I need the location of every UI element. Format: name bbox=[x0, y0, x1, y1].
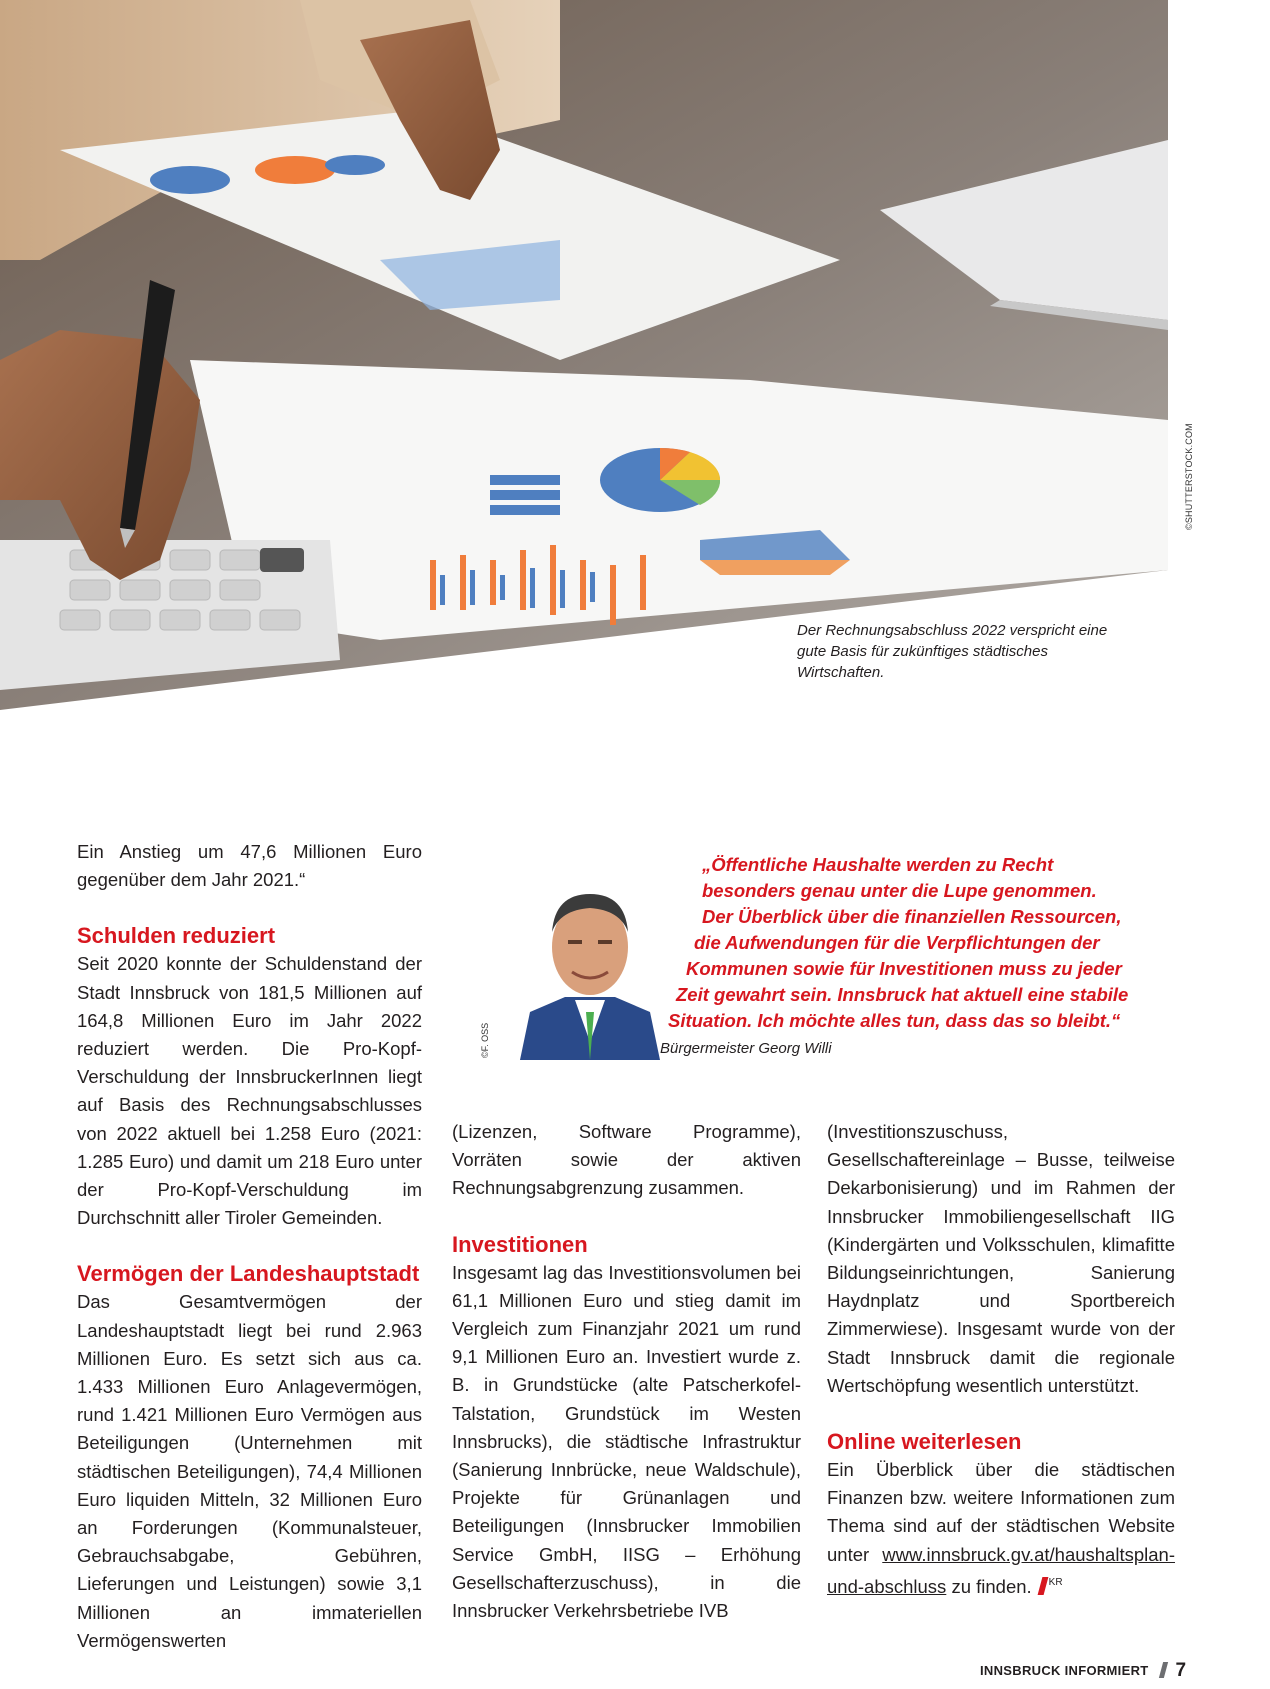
website-link[interactable]: www.innsbruck.gv.at/haushaltsplan-und-abschluss bbox=[827, 1543, 1175, 1597]
quote bbox=[660, 852, 1130, 1034]
online-text: Ein Überblick über die städtischen Finanzen bzw. weitere Informationen zum Thema sind auf der städtischen Website unter bbox=[827, 1459, 1175, 1565]
image-credit: ©SHUTTERSTOCK.COM bbox=[1184, 423, 1194, 530]
footer bbox=[980, 1660, 1186, 1682]
portrait-photo bbox=[520, 872, 660, 1060]
quote-line: die Aufwendungen für die Verpflichtungen der bbox=[694, 932, 1100, 953]
portrait-photo-icon bbox=[520, 872, 660, 1060]
end-mark-icon bbox=[1037, 1577, 1048, 1595]
author-initials: KR bbox=[1048, 1576, 1063, 1588]
hero-image bbox=[0, 0, 1270, 720]
footer-label: INNSBRUCK INFORMIERT bbox=[980, 1663, 1149, 1678]
heading-schulden: Schulden reduziert bbox=[77, 923, 276, 949]
paragraph-online bbox=[827, 1456, 1175, 1601]
quote-line: Der Überblick über die finanziellen Ressourcen, bbox=[702, 906, 1122, 927]
quote-line: Kommunen sowie für Investitionen muss zu jeder bbox=[686, 958, 1122, 979]
page-number: 7 bbox=[1175, 1660, 1187, 1681]
column-3 bbox=[827, 1118, 1175, 1601]
quote-line: Situation. Ich möchte alles tun, dass das so bleibt.“ bbox=[668, 1010, 1121, 1031]
quote-line: Zeit gewahrt sein. Innsbruck hat aktuell eine stabile bbox=[676, 984, 1129, 1005]
photo-credit: ©F. OSS bbox=[480, 1022, 490, 1058]
paragraph-investitionen: Insgesamt lag das Investitionsvolumen bei 61,1 Millionen Euro und stieg damit im Vergleich zum Finanzjahr 2021 um rund 9,1 Millionen Euro an. Investiert wurde z. B. in Grundstücke (alte Patscherkofel-Talstation, Grundstück im Westen Innsbrucks), die städtische Infrastruktur (Sanierung Innbrücke, neue Waldschule), Projekte für Grünanlagen und Beteiligungen (Innsbrucker Immobilien Service GmbH, IISG – Erhöhung Gesellschafterzuschuss), in die Innsbrucker Verkehrsbetriebe IVB bbox=[452, 1261, 801, 1622]
quote-line: „Öffentliche Haushalte werden zu Recht bbox=[702, 854, 1054, 875]
heading-vermoegen: Vermögen der Landeshauptstadt bbox=[77, 1261, 420, 1287]
heading-investitionen: Investitionen bbox=[452, 1231, 588, 1257]
intro-text: Ein Anstieg um 47,6 Millionen Euro gegenüber dem Jahr 2021.“ bbox=[77, 841, 422, 891]
finance-charts-photo-icon bbox=[0, 0, 1270, 720]
heading-online: Online weiterlesen bbox=[827, 1429, 1022, 1455]
online-text-end: zu finden. bbox=[951, 1575, 1032, 1597]
column-1 bbox=[77, 838, 422, 1655]
image-caption: Der Rechnungsabschluss 2022 verspricht eine gute Basis für zukünftiges städtisches Wirtschaften. bbox=[797, 622, 1108, 681]
quote-line: besonders genau unter die Lupe genommen. bbox=[702, 880, 1097, 901]
paragraph-vermoegen: Das Gesamtvermögen der Landeshauptstadt liegt bei rund 2.963 Millionen Euro. Es setzt sich aus ca. 1.433 Millionen Euro Anlagevermögen, rund 1.421 Millionen Euro Vermögen aus Beteiligungen (Unternehmen mit städtischen Beteiligungen), 74,4 Millionen Euro liquiden Mitteln, 32 Millionen Euro an Forderungen (Kommunalsteuer, Gebrauchsabgabe, Gebühren, Lieferungen und Leistungen) sowie 3,1 Millionen an immateriellen Vermögenswerten bbox=[77, 1291, 422, 1651]
paragraph-ivb: (Investitionszuschuss, Gesellschaftereinlage – Busse, teilweise Dekarbonisierung) und im Rahmen der Innsbrucker Immobiliengesellschaft IIG (Kindergärten und Volksschulen, klimafitte Bildungseinrichtungen, Sanierung Haydnplatz und Sportbereich Zimmerwiese). Insgesamt wurde von der Stadt Innsbruck damit die regionale Wertschöpfung wesentlich unterstützt. bbox=[827, 1121, 1175, 1396]
footer-divider-icon bbox=[1158, 1662, 1167, 1678]
paragraph-schulden: Seit 2020 konnte der Schuldenstand der Stadt Innsbruck von 181,5 Millionen auf 164,8 Millionen Euro im Jahr 2022 reduziert werden. Die Pro-Kopf-Verschuldung der InnsbruckerInnen liegt auf Basis des Rechnungsabschlusses von 2022 aktuell bei 1.258 Euro (2021: 1.285 Euro) und damit um 218 Euro unter der Pro-Kopf-Verschuldung im Durchschnitt aller Tiroler Gemeinden. bbox=[77, 953, 422, 1229]
paragraph-lizenzen: (Lizenzen, Software Programme), Vorräten sowie der aktiven Rechnungsabgrenzung zusammen. bbox=[452, 1121, 801, 1199]
column-2 bbox=[452, 1118, 801, 1625]
quote-author: Bürgermeister Georg Willi bbox=[660, 1040, 832, 1057]
